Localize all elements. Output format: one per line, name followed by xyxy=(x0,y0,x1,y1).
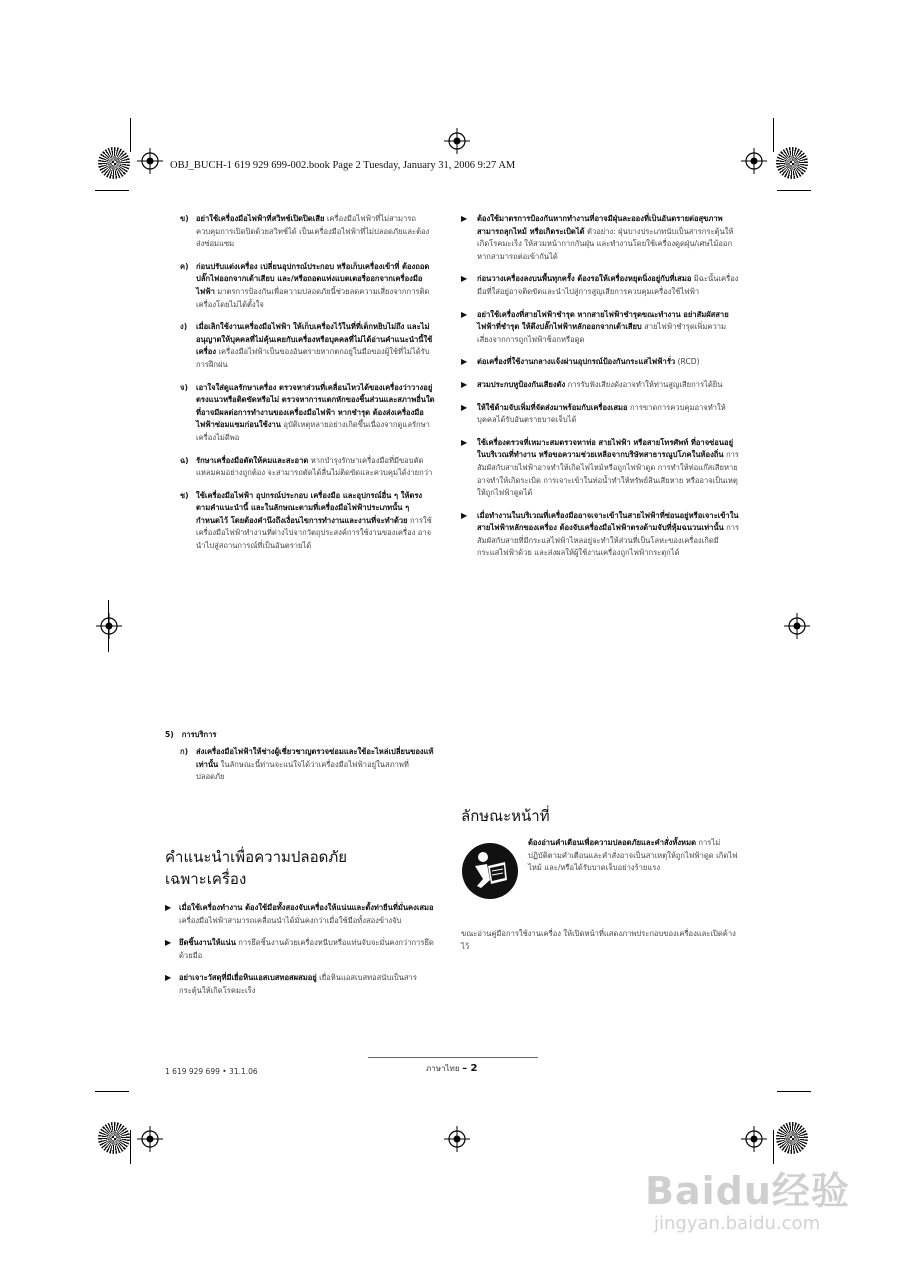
item-bold: เมื่อเลิกใช้งานเครื่องมือไฟฟ้า ให้เก็บเครื่องไว้ในที่ที่เด็กหยิบไม่ถึง และไม่อนุญาตให้บุคคลที่ไม่คุ้นเคยกับเครื่องหรือบุคคลที่ไม่ได้อ่านคำแนะนำนี้ใช้เครื่อง xyxy=(196,322,433,357)
item-bold: อย่าใช้เครื่องที่สายไฟฟ้าชำรุด หากสายไฟฟ้าชำรุดขณะทำงาน อย่าสัมผัสสายไฟฟ้าที่ชำรุด ให้ดึงปลั๊กไฟฟ้าหลักออกจากเต้าเสียบ xyxy=(477,309,729,332)
color-bar-top-left xyxy=(98,147,130,179)
bullet-arrow-icon: ▶ xyxy=(461,214,468,223)
color-bar-bottom-right xyxy=(776,1122,808,1154)
item-label: ก) xyxy=(180,747,189,756)
footer-page: – 2 xyxy=(462,1063,478,1074)
bullet-arrow-icon: ▶ xyxy=(165,938,172,948)
footer-rule xyxy=(368,1057,538,1058)
item-text: การใช้เครื่องมือไฟฟ้าทำงานที่ต่างไปจากวัตถุประสงค์การใช้งานของเครื่อง อาจนำไปสู่สถานการณ์ที่เป็นอันตรายได้ xyxy=(196,515,432,551)
item-text: มาตรการป้องกันเพื่อความปลอดภัยนี้ช่วยลดความเสี่ยงจากการติดเครื่องโดยไม่ได้ตั้งใจ xyxy=(196,286,430,309)
features-heading: ลักษณะหน้าที่ xyxy=(461,807,550,825)
item-bold: อย่าเจาะวัสดุที่มีเยื่อหินแอสเบสทอสผสมอยู่ xyxy=(179,973,317,983)
crop-mark xyxy=(773,1130,774,1164)
crop-mark xyxy=(130,1130,131,1164)
item-label: จ) xyxy=(180,382,188,392)
footer-language: ภาษาไทย xyxy=(426,1064,460,1073)
bullet-arrow-icon: ▶ xyxy=(165,903,172,912)
page-number xyxy=(426,1062,478,1075)
bullet-arrow-icon: ▶ xyxy=(461,309,468,319)
item-text: หากบำรุงรักษาเครื่องมือที่มีขอบตัดแหลมคมอย่างถูกต้อง จะสามารถตัดได้ลื่นไม่ติดขัดและควบคุมได้ง่ายกว่า xyxy=(196,455,433,478)
item-bold: เมื่อทำงานในบริเวณที่เครื่องมืออาจเจาะเข้าในสายไฟฟ้าที่ซ่อนอยู่หรือเจาะเข้าในสายไฟฟ้าหลักของเครื่อง ต้องจับเครื่องมือไฟฟ้าตรงด้ามจับที่หุ้มฉนวนเท่านั้น xyxy=(477,510,739,533)
bullet-arrow-icon: ▶ xyxy=(461,437,468,447)
bullet-arrow-icon: ▶ xyxy=(461,274,468,284)
item-label: ง) xyxy=(180,322,188,332)
list-item xyxy=(180,261,435,311)
item-label: ฉ) xyxy=(180,455,189,465)
list-item xyxy=(180,455,435,480)
item-text: มิฉะนั้นเครื่องมือที่ใส่อยู่อาจติดขัดและนำไปสู่การสูญเสียการควบคุมเครื่องใช้ไฟฟ้า xyxy=(477,274,739,296)
item-text: การสัมผัสกับสายที่มีกระแสไฟฟ้าไหลอยู่จะทำให้ส่วนที่เป็นโลหะของเครื่องเกิดมีกระแสไฟฟ้าด้วย และส่งผลให้ผู้ใช้งานเครื่องถูกไฟฟ้ากระตุกได้ xyxy=(477,523,740,558)
item-bold: ส่งเครื่องมือไฟฟ้าให้ช่างผู้เชี่ยวชาญตรวจซ่อมและใช้อะไหล่เปลี่ยนของแท้เท่านั้น xyxy=(196,747,434,769)
heading-line: คำแนะนำเพื่อความปลอดภัย xyxy=(165,848,348,866)
warning-bold: ต้องอ่านคำเตือนเพื่อความปลอดภัยและคำสั่งทั้งหมด xyxy=(528,838,697,847)
watermark-logo: Baidu经验 xyxy=(645,1169,850,1213)
bullet-arrow-icon: ▶ xyxy=(461,510,468,520)
item-text: อุบัติเหตุหลายอย่างเกิดขึ้นเนื่องจากดูแลรักษาเครื่องไม่ดีพอ xyxy=(196,420,430,442)
section-5-heading xyxy=(165,729,216,741)
item-text: เครื่องมือไฟฟ้าที่ไม่สามารถควบคุมการเปิดปิดด้วยสวิทช์ได้ เป็นเครื่องมือไฟฟ้าที่ไม่ปลอดภัยและต้องส่งซ่อมแซม xyxy=(196,214,430,249)
registration-mark-icon xyxy=(784,613,810,639)
bullet-item xyxy=(461,437,741,500)
item-text: เครื่องมือไฟฟ้าเป็นของอันตรายหากตกอยู่ในมือของผู้ใช้ที่ไม่ได้รับการฝึกฝน xyxy=(196,347,430,369)
bullet-item xyxy=(461,273,741,298)
item-text: การขาดการควบคุมอาจทำให้บุคคลได้รับอันตรายบาดเจ็บได้ xyxy=(477,402,726,425)
registration-mark-icon xyxy=(444,128,470,154)
bullet-arrow-icon: ▶ xyxy=(165,973,172,983)
item-bold: ต้องใช้มาตรการป้องกันหากทำงานที่อาจมีฝุ่นละอองที่เป็นอันตรายต่อสุขภาพ สามารถลุกไหม้ หรือเกิดระเบิดได้ xyxy=(477,214,723,236)
warning-normal: การไม่ปฏิบัติตามคำเตือนและคำสั่งอาจเป็นสาเหตุให้ถูกไฟฟ้าดูด เกิดไฟไหม้ และ/หรือได้รับบาดเจ็บอย่างร้ายแรง xyxy=(528,838,738,873)
registration-mark-icon xyxy=(444,1126,470,1152)
item-bold: ให้ใช้ด้ามจับเพิ่มที่จัดส่งมาพร้อมกับเครื่องเสมอ xyxy=(477,402,628,412)
item-bold: ใช้เครื่องตรวจที่เหมาะสมตรวจหาท่อ สายไฟฟ้า หรือสายโทรศัพท์ ที่อาจซ่อนอยู่ในบริเวณที่ทำงาน หรือขอความช่วยเหลือจากบริษัทสาธารณูปโภคในท้องถิ่น xyxy=(477,437,734,460)
item-text: สายไฟฟ้าชำรุดเพิ่มความเสี่ยงจากการถูกไฟฟ้าช็อกหรือดูด xyxy=(477,322,727,344)
color-bar-bottom-left xyxy=(98,1122,130,1154)
warning-text xyxy=(528,837,738,875)
item-text: ตัวอย่าง: ฝุ่นบางประเภทนับเป็นสารกระตุ้นให้เกิดโรคมะเร็ง ให้สวมหน้ากากกันฝุ่น และทำงานโดยใช้เครื่องดูดฝุ่น/เศษไม้ออกหากสามารถต่อเข้ากันได้ xyxy=(477,226,734,261)
list-item xyxy=(180,213,435,251)
registration-mark-icon xyxy=(741,1126,767,1152)
right-column xyxy=(461,213,741,570)
item-bold: ก่อนวางเครื่องลงบนพื้นทุกครั้ง ต้องรอให้เครื่องหยุดนิ่งอยู่กับที่เสมอ xyxy=(477,274,692,284)
item-bold: ยึดชิ้นงานให้แน่น xyxy=(179,938,236,948)
read-manual-icon xyxy=(461,842,519,900)
item-text: ในลักษณะนี้ท่านจะแน่ใจได้ว่าเครื่องมือไฟฟ้าอยู่ในสภาพที่ปลอดภัย xyxy=(196,759,409,782)
color-bar-top-right xyxy=(776,147,808,179)
specific-safety-list xyxy=(165,902,437,1008)
crop-mark xyxy=(95,190,129,191)
list-item xyxy=(180,321,435,371)
left-column xyxy=(180,213,435,563)
service-item xyxy=(180,746,435,794)
book-header: OBJ_BUCH-1 619 929 699-002.book Page 2 Tuesday, January 31, 2006 9:27 AM xyxy=(170,160,516,171)
bullet-item xyxy=(461,402,741,427)
bullet-arrow-icon: ▶ xyxy=(461,402,468,412)
fold-out-note: ขณะอ่านคู่มือการใช้งานเครื่อง ให้เปิดหน้าที่แสดงภาพประกอบของเครื่องและเปิดค้างไว้ xyxy=(461,929,736,951)
watermark-url: jingyan.baidu.com xyxy=(654,1213,821,1234)
bullet-item xyxy=(461,379,741,392)
list-item xyxy=(180,490,435,553)
section-title: การบริการ xyxy=(181,730,217,739)
item-label: ข) xyxy=(180,214,189,223)
bullet-item xyxy=(165,937,437,962)
item-bold: ก่อนปรับแต่งเครื่อง เปลี่ยนอุปกรณ์ประกอบ หรือเก็บเครื่องเข้าที่ ต้องถอดปลั๊กไฟออกจากเต้าเสียบ และ/หรือถอดแท่งแบตเตอรี่ออกจากเครื่องมือไฟฟ้า xyxy=(196,261,430,296)
item-bold: ใช้เครื่องมือไฟฟ้า อุปกรณ์ประกอบ เครื่องมือ และอุปกรณ์อื่น ๆ ให้ตรงตามคำแนะนำนี้ และในลักษณะตามที่เครื่องมือไฟฟ้าประเภทนั้น ๆ กำหนดไว้ โดยต้องคำนึงถึงเงื่อนไขการทำงานและงานที่จะทำด้วย xyxy=(196,490,423,525)
bullet-arrow-icon: ▶ xyxy=(461,357,468,367)
crop-mark xyxy=(777,1091,811,1092)
bullet-item xyxy=(165,972,437,997)
footer-code: 1 619 929 699 • 31.1.06 xyxy=(165,1067,258,1076)
specific-safety-heading xyxy=(165,846,347,890)
crop-mark xyxy=(773,118,774,152)
crop-mark xyxy=(95,1091,129,1092)
item-bold: ต่อเครื่องที่ใช้งานกลางแจ้งผ่านอุปกรณ์ป้องกันกระแสไฟฟ้ารั่ว xyxy=(477,357,676,367)
item-bold: รักษาเครื่องมือตัดให้คมและสะอาด xyxy=(196,455,309,465)
bullet-item xyxy=(461,356,741,369)
item-label: ช) xyxy=(180,490,189,500)
heading-line: เฉพาะเครื่อง xyxy=(165,870,247,888)
item-text: การยึดชิ้นงานด้วยเครื่องหนีบหรือแท่นจับจะมั่นคงกว่าการยึดด้วยมือ xyxy=(179,938,434,960)
registration-mark-icon xyxy=(137,148,163,174)
bullet-item xyxy=(165,902,437,927)
list-item xyxy=(180,382,435,445)
item-text: การสัมผัสกับสายไฟฟ้าอาจทำให้เกิดไฟไหม้หรือถูกไฟฟ้าดูด การทำให้ท่อแก๊สเสียหายอาจทำให้เกิดระเบิด การเจาะเข้าในท่อน้ำทำให้ทรัพย์สินเสียหาย หรืออาจเป็นเหตุให้ถูกไฟฟ้าดูดได้ xyxy=(477,450,739,498)
item-text: (RCD) xyxy=(675,357,700,367)
crop-mark xyxy=(130,118,131,152)
bullet-item xyxy=(461,309,741,347)
registration-mark-icon xyxy=(137,1126,163,1152)
item-text: การรับฟังเสียงดังอาจทำให้ท่านสูญเสียการได้ยิน xyxy=(565,379,723,389)
item-bold: สวมประกบหูป้องกันเสียงดัง xyxy=(477,379,566,389)
item-bold: เอาใจใส่ดูแลรักษาเครื่อง ตรวจหาส่วนที่เคลื่อนไหวได้ของเครื่องว่าวางอยู่ตรงแนวหรือติดขัดหรือไม่ ตรวจหาการแตกหักของชิ้นส่วนและสภาพอื่นใดที่อาจมีผลต่อการทำงานของเครื่องมือไฟฟ้า หากชำรุด ต้องส่งเครื่องมือไฟฟ้าซ่อมแซมก่อนใช้งาน xyxy=(196,382,435,430)
bullet-arrow-icon: ▶ xyxy=(461,379,468,389)
item-text: เครื่องมือไฟฟ้าสามารถเคลื่อนนำได้มั่นคงกว่าเมื่อใช้มือทั้งสองข้างจับ xyxy=(179,915,402,925)
registration-mark-icon xyxy=(96,613,122,639)
item-bold: อย่าใช้เครื่องมือไฟฟ้าที่สวิทช์เปิดปิดเสีย xyxy=(196,214,325,223)
item-bold: เมื่อใช้เครื่องทำงาน ต้องใช้มือทั้งสองจับเครื่องให้แน่นและตั้งท่ายืนที่มั่นคงเสมอ xyxy=(179,903,434,912)
registration-mark-icon xyxy=(741,148,767,174)
item-text: เยื่อหินแอสเบสทอสนับเป็นสารกระตุ้นให้เกิดโรคมะเร็ง xyxy=(179,973,417,995)
bullet-item xyxy=(461,213,741,263)
bullet-item xyxy=(461,510,741,560)
section-number: 5) xyxy=(165,730,174,739)
item-label: ค) xyxy=(180,261,189,271)
crop-mark xyxy=(777,190,811,191)
